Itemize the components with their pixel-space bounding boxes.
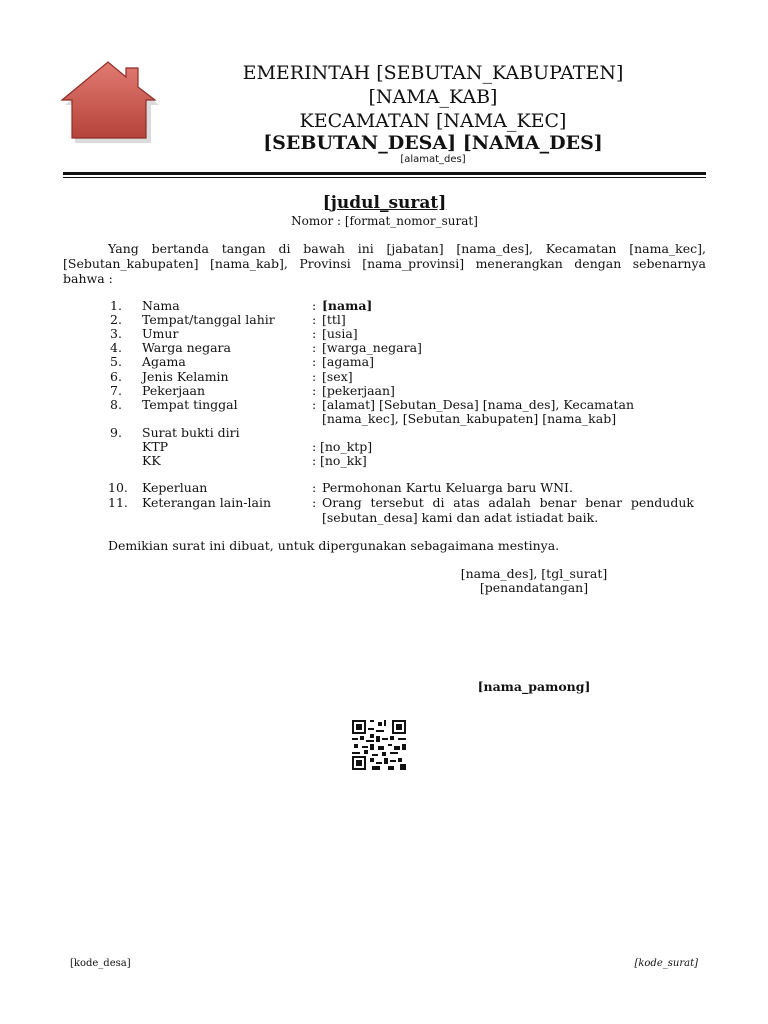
header-address: [alamat_des] <box>400 154 466 165</box>
field-number: 1. <box>110 298 122 313</box>
house-icon <box>60 60 162 144</box>
header-kecamatan: KECAMATAN [NAMA_KEC] <box>299 110 567 132</box>
letter-title: [judul_surat] <box>322 193 447 213</box>
field-number: 6. <box>110 369 122 384</box>
field-label: Tempat tinggal <box>142 397 238 412</box>
field-number: 2. <box>110 312 122 327</box>
header-kabupaten: [NAMA_KAB] <box>368 86 498 108</box>
field-colon: : <box>312 383 317 398</box>
field-value: [nama] <box>322 298 373 313</box>
field-value-continued: [nama_kec], [Sebutan_kabupaten] [nama_kab] <box>322 411 617 426</box>
field-colon: : <box>312 453 317 468</box>
field-value: [agama] <box>322 354 374 369</box>
field-label: Keterangan lain-lain <box>142 495 271 510</box>
field-value: [alamat] [Sebutan_Desa] [nama_des], Kecamatan <box>322 397 635 412</box>
field-colon: : <box>312 369 317 384</box>
intro-paragraph: Yang bertanda tangan di bawah ini [jabatan] [nama_des], Kecamatan [nama_kec], [Sebutan_kabupaten] [nama_kab], Provinsi [nama_provinsi] menerangkan dengan sebenarnya bahwa : <box>63 241 706 286</box>
header-government: EMERINTAH [SEBUTAN_KABUPATEN] <box>242 62 624 84</box>
field-colon: : <box>312 298 317 313</box>
field-value: Orang tersebut di atas adalah benar benar penduduk <box>322 495 694 510</box>
field-label: KK <box>142 453 161 468</box>
field-label: Surat bukti diri <box>142 425 240 440</box>
footer-village-code: [kode_desa] <box>70 958 131 969</box>
field-number: 7. <box>110 383 122 398</box>
signature-place-date: [nama_des], [tgl_surat] <box>460 566 608 581</box>
field-colon: : <box>312 439 317 454</box>
field-colon: : <box>312 312 317 327</box>
field-value: [no_ktp] <box>320 439 373 454</box>
field-label: Keperluan <box>142 480 208 495</box>
signature-name: [nama_pamong] <box>477 679 591 694</box>
field-value: [no_kk] <box>320 453 367 468</box>
field-value: [usia] <box>322 326 358 341</box>
field-colon: : <box>312 397 317 412</box>
closing-sentence: Demikian surat ini dibuat, untuk dipergunakan sebagaimana mestinya. <box>108 538 560 553</box>
field-value: [pekerjaan] <box>322 383 395 398</box>
letter-number: Nomor : [format_nomor_surat] <box>291 214 478 228</box>
field-colon: : <box>312 340 317 355</box>
field-number: 3. <box>110 326 122 341</box>
field-colon: : <box>312 495 317 510</box>
field-label: Pekerjaan <box>142 383 206 398</box>
field-colon: : <box>312 354 317 369</box>
footer-letter-code: [kode_surat] <box>634 958 698 969</box>
field-value: Permohonan Kartu Keluarga baru WNI. <box>322 480 573 495</box>
field-value: [ttl] <box>322 312 346 327</box>
field-label: Nama <box>142 298 180 313</box>
qr-code-icon <box>352 720 406 770</box>
header-desa: [SEBUTAN_DESA] [NAMA_DES] <box>263 132 603 154</box>
field-label: Agama <box>142 354 186 369</box>
field-value-continued: [sebutan_desa] kami dan adat istiadat baik. <box>322 510 599 525</box>
field-number: 10. <box>108 480 128 495</box>
field-number: 11. <box>108 495 128 510</box>
field-value: [sex] <box>322 369 353 384</box>
field-number: 8. <box>110 397 122 412</box>
field-label: Jenis Kelamin <box>142 369 229 384</box>
field-colon: : <box>312 480 317 495</box>
signature-title: [penandatangan] <box>479 580 589 595</box>
field-number: 5. <box>110 354 122 369</box>
field-label: Tempat/tanggal lahir <box>142 312 275 327</box>
field-colon: : <box>312 326 317 341</box>
field-label: KTP <box>142 439 169 454</box>
header-divider <box>63 172 706 178</box>
field-label: Warga negara <box>142 340 231 355</box>
field-value: [warga_negara] <box>322 340 422 355</box>
field-number: 4. <box>110 340 122 355</box>
field-label: Umur <box>142 326 179 341</box>
field-number: 9. <box>110 425 122 440</box>
